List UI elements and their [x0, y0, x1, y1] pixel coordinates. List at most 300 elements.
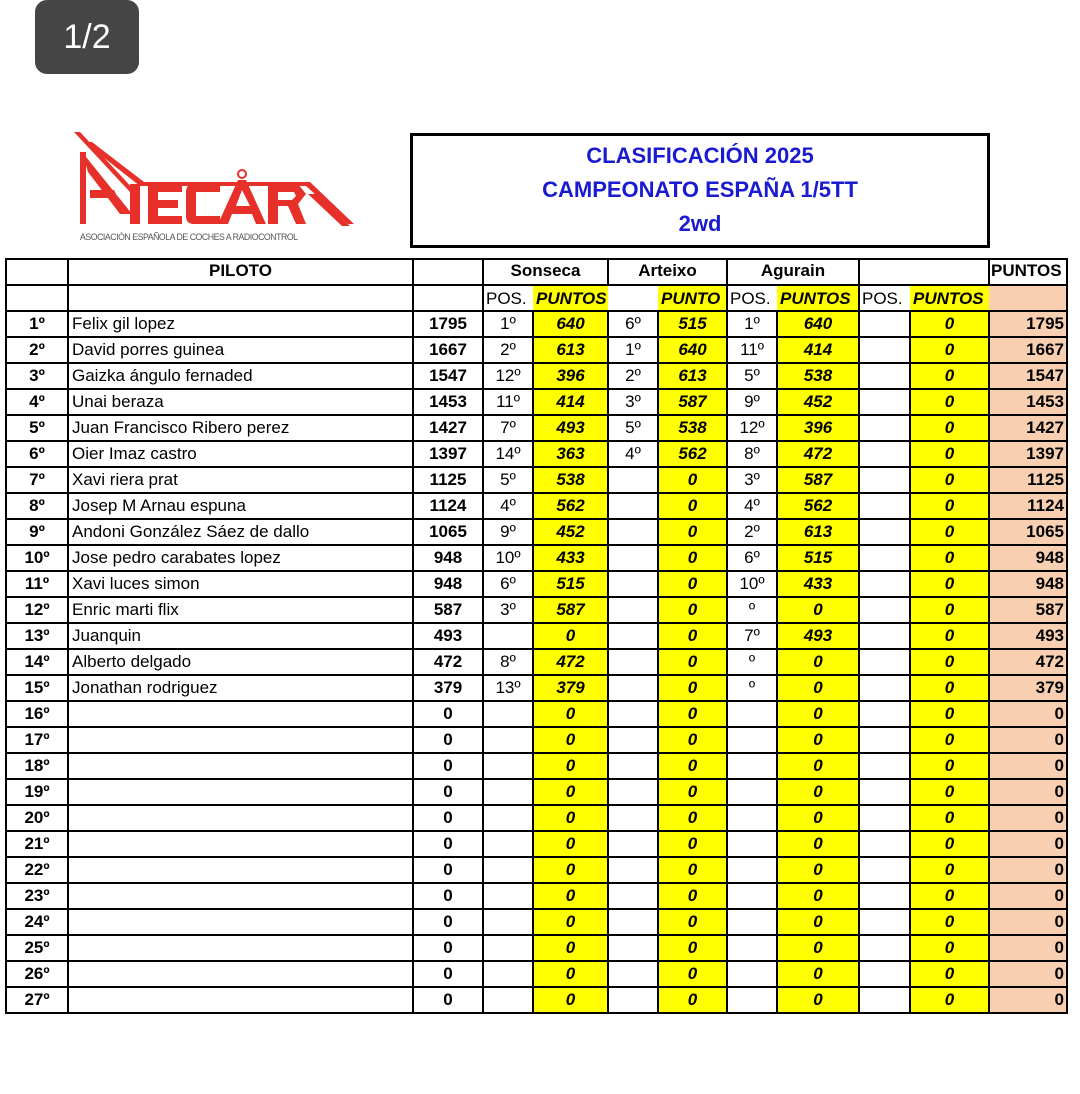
sonseca-pos: 10º: [483, 545, 533, 571]
arteixo-pos: [608, 909, 658, 935]
arteixo-pos: [608, 831, 658, 857]
race4-points: 0: [910, 363, 989, 389]
agurain-pos: [727, 805, 777, 831]
sonseca-pos: [483, 831, 533, 857]
header-rank: [6, 259, 68, 285]
rank-cell: 6º: [6, 441, 68, 467]
pilot-name: Jose pedro carabates lopez: [68, 545, 413, 571]
table-row: [6, 805, 1067, 831]
title-line-3: 2wd: [678, 211, 722, 236]
sonseca-points: 396: [533, 363, 608, 389]
pilot-name: Alberto delgado: [68, 649, 413, 675]
arteixo-pos: 3º: [608, 389, 658, 415]
sonseca-points: 363: [533, 441, 608, 467]
sonseca-points: 472: [533, 649, 608, 675]
arteixo-points: 0: [658, 701, 727, 727]
agurain-points: 0: [777, 675, 859, 701]
arteixo-points: 587: [658, 389, 727, 415]
final-points: 0: [989, 753, 1067, 779]
rank-cell: 10º: [6, 545, 68, 571]
agurain-pos: [727, 935, 777, 961]
race4-points: 0: [910, 337, 989, 363]
rank-cell: 20º: [6, 805, 68, 831]
total-points: 1453: [413, 389, 483, 415]
arteixo-pos: [608, 571, 658, 597]
rank-cell: 15º: [6, 675, 68, 701]
final-points: 0: [989, 909, 1067, 935]
header-final-puntos: PUNTOS: [989, 259, 1067, 285]
arteixo-points: 0: [658, 545, 727, 571]
arteixo-points: 0: [658, 883, 727, 909]
table-row: [6, 987, 1067, 1013]
agurain-pos: 10º: [727, 571, 777, 597]
sonseca-pos: 8º: [483, 649, 533, 675]
arteixo-pos: [608, 753, 658, 779]
subheader-puntos-3: PUNTOS: [777, 285, 859, 311]
final-points: 1427: [989, 415, 1067, 441]
table-row: [6, 571, 1067, 597]
agurain-points: 0: [777, 831, 859, 857]
race4-points: 0: [910, 493, 989, 519]
total-points: 0: [413, 831, 483, 857]
table-row: [6, 597, 1067, 623]
rank-cell: 3º: [6, 363, 68, 389]
race4-points: 0: [910, 675, 989, 701]
arteixo-pos: [608, 597, 658, 623]
rank-cell: 19º: [6, 779, 68, 805]
total-points: 948: [413, 545, 483, 571]
arteixo-pos: [608, 675, 658, 701]
aecar-logo: [70, 128, 362, 246]
total-points: 1065: [413, 519, 483, 545]
subheader-total: [413, 285, 483, 311]
agurain-points: 0: [777, 909, 859, 935]
table-row: [6, 779, 1067, 805]
agurain-points: 562: [777, 493, 859, 519]
rank-cell: 2º: [6, 337, 68, 363]
header-race-sonseca: Sonseca: [483, 259, 608, 285]
race4-points: 0: [910, 571, 989, 597]
final-points: 0: [989, 727, 1067, 753]
rank-cell: 13º: [6, 623, 68, 649]
sonseca-pos: [483, 727, 533, 753]
agurain-points: 0: [777, 649, 859, 675]
race4-pos: [859, 987, 910, 1013]
arteixo-pos: [608, 623, 658, 649]
total-points: 0: [413, 961, 483, 987]
sonseca-points: 379: [533, 675, 608, 701]
total-points: 0: [413, 883, 483, 909]
title-box: [410, 133, 990, 248]
agurain-pos: [727, 909, 777, 935]
arteixo-pos: [608, 987, 658, 1013]
race4-pos: [859, 649, 910, 675]
final-points: 0: [989, 779, 1067, 805]
agurain-pos: [727, 961, 777, 987]
sonseca-pos: 3º: [483, 597, 533, 623]
total-points: 472: [413, 649, 483, 675]
agurain-points: 0: [777, 597, 859, 623]
sonseca-points: 452: [533, 519, 608, 545]
agurain-pos: 5º: [727, 363, 777, 389]
title-line-1: CLASIFICACIÓN 2025: [586, 143, 814, 168]
arteixo-pos: [608, 649, 658, 675]
sonseca-points: 0: [533, 805, 608, 831]
race4-pos: [859, 519, 910, 545]
race4-pos: [859, 701, 910, 727]
total-points: 0: [413, 779, 483, 805]
aecar-logo-icon: [70, 128, 362, 232]
sonseca-points: 640: [533, 311, 608, 337]
total-points: 0: [413, 805, 483, 831]
race4-points: 0: [910, 779, 989, 805]
arteixo-pos: 4º: [608, 441, 658, 467]
arteixo-points: 0: [658, 857, 727, 883]
sonseca-pos: [483, 935, 533, 961]
sonseca-pos: 6º: [483, 571, 533, 597]
subheader-rank: [6, 285, 68, 311]
table-row: [6, 415, 1067, 441]
sonseca-pos: 12º: [483, 363, 533, 389]
sonseca-points: 0: [533, 883, 608, 909]
pilot-name: [68, 987, 413, 1013]
final-points: 0: [989, 857, 1067, 883]
race4-pos: [859, 493, 910, 519]
agurain-points: 0: [777, 753, 859, 779]
table-row: [6, 961, 1067, 987]
table-row: [6, 857, 1067, 883]
pilot-name: [68, 857, 413, 883]
logo-tagline: ASOCIACIÓN ESPAÑOLA DE COCHES A RADIOCONTROL: [80, 232, 298, 243]
agurain-pos: [727, 779, 777, 805]
race4-points: 0: [910, 961, 989, 987]
sonseca-pos: 9º: [483, 519, 533, 545]
table-row: [6, 727, 1067, 753]
arteixo-points: 0: [658, 675, 727, 701]
rank-cell: 18º: [6, 753, 68, 779]
race4-points: 0: [910, 467, 989, 493]
arteixo-points: 538: [658, 415, 727, 441]
agurain-pos: 12º: [727, 415, 777, 441]
race4-pos: [859, 415, 910, 441]
header-row: [6, 259, 1067, 285]
pilot-name: Josep M Arnau espuna: [68, 493, 413, 519]
race4-points: 0: [910, 415, 989, 441]
arteixo-pos: [608, 727, 658, 753]
agurain-pos: 2º: [727, 519, 777, 545]
pilot-name: [68, 961, 413, 987]
header-race-4: [859, 259, 989, 285]
table-row: [6, 675, 1067, 701]
rank-cell: 4º: [6, 389, 68, 415]
pilot-name: Gaizka ángulo fernaded: [68, 363, 413, 389]
sonseca-points: 0: [533, 909, 608, 935]
agurain-pos: 11º: [727, 337, 777, 363]
subheader-final: [989, 285, 1067, 311]
race4-pos: [859, 337, 910, 363]
sonseca-points: 538: [533, 467, 608, 493]
pilot-name: Andoni González Sáez de dallo: [68, 519, 413, 545]
rank-cell: 25º: [6, 935, 68, 961]
table-row: [6, 753, 1067, 779]
agurain-pos: [727, 857, 777, 883]
agurain-pos: [727, 883, 777, 909]
agurain-points: 538: [777, 363, 859, 389]
agurain-points: 0: [777, 857, 859, 883]
arteixo-pos: 5º: [608, 415, 658, 441]
sonseca-points: 0: [533, 961, 608, 987]
race4-pos: [859, 753, 910, 779]
sonseca-points: 493: [533, 415, 608, 441]
race4-points: 0: [910, 987, 989, 1013]
agurain-pos: [727, 701, 777, 727]
sonseca-points: 515: [533, 571, 608, 597]
race4-points: 0: [910, 805, 989, 831]
subheader-puntos-4: PUNTOS: [910, 285, 989, 311]
total-points: 1427: [413, 415, 483, 441]
race4-pos: [859, 311, 910, 337]
agurain-points: 472: [777, 441, 859, 467]
race4-pos: [859, 623, 910, 649]
header-piloto: PILOTO: [68, 259, 413, 285]
total-points: 948: [413, 571, 483, 597]
arteixo-points: 0: [658, 987, 727, 1013]
subheader-pos-1: POS.: [483, 285, 533, 311]
subheader-piloto: [68, 285, 413, 311]
total-points: 1124: [413, 493, 483, 519]
sonseca-points: 0: [533, 857, 608, 883]
pilot-name: Felix gil lopez: [68, 311, 413, 337]
arteixo-points: 0: [658, 597, 727, 623]
arteixo-pos: [608, 779, 658, 805]
agurain-points: 0: [777, 779, 859, 805]
arteixo-points: 0: [658, 623, 727, 649]
table-row: [6, 493, 1067, 519]
agurain-points: 0: [777, 701, 859, 727]
rank-cell: 22º: [6, 857, 68, 883]
pilot-name: [68, 935, 413, 961]
race4-pos: [859, 363, 910, 389]
arteixo-pos: [608, 467, 658, 493]
race4-points: 0: [910, 935, 989, 961]
agurain-points: 452: [777, 389, 859, 415]
subheader-pos-2: [608, 285, 658, 311]
sonseca-pos: [483, 909, 533, 935]
table-row: [6, 337, 1067, 363]
race4-points: 0: [910, 831, 989, 857]
race4-pos: [859, 909, 910, 935]
final-points: 1065: [989, 519, 1067, 545]
subheader-row: [6, 285, 1067, 311]
race4-points: 0: [910, 311, 989, 337]
rank-cell: 9º: [6, 519, 68, 545]
agurain-pos: º: [727, 675, 777, 701]
rank-cell: 24º: [6, 909, 68, 935]
race4-points: 0: [910, 753, 989, 779]
agurain-pos: º: [727, 597, 777, 623]
arteixo-pos: [608, 883, 658, 909]
table-row: [6, 389, 1067, 415]
final-points: 1397: [989, 441, 1067, 467]
arteixo-points: 0: [658, 753, 727, 779]
final-points: 1124: [989, 493, 1067, 519]
pilot-name: Xavi riera prat: [68, 467, 413, 493]
race4-pos: [859, 597, 910, 623]
arteixo-pos: [608, 519, 658, 545]
header-race-arteixo: Arteixo: [608, 259, 727, 285]
race4-points: 0: [910, 597, 989, 623]
pilot-name: [68, 727, 413, 753]
arteixo-points: 0: [658, 805, 727, 831]
sonseca-pos: 7º: [483, 415, 533, 441]
agurain-points: 640: [777, 311, 859, 337]
final-points: 948: [989, 571, 1067, 597]
total-points: 0: [413, 987, 483, 1013]
race4-points: 0: [910, 623, 989, 649]
sonseca-pos: [483, 883, 533, 909]
agurain-points: 0: [777, 961, 859, 987]
final-points: 0: [989, 883, 1067, 909]
pilot-name: Jonathan rodriguez: [68, 675, 413, 701]
race4-pos: [859, 727, 910, 753]
agurain-points: 515: [777, 545, 859, 571]
rank-cell: 16º: [6, 701, 68, 727]
final-points: 1453: [989, 389, 1067, 415]
rank-cell: 17º: [6, 727, 68, 753]
table-row: [6, 701, 1067, 727]
race4-points: 0: [910, 389, 989, 415]
sonseca-pos: 11º: [483, 389, 533, 415]
agurain-pos: 6º: [727, 545, 777, 571]
rank-cell: 1º: [6, 311, 68, 337]
sonseca-pos: 2º: [483, 337, 533, 363]
agurain-pos: [727, 753, 777, 779]
standings-table: [5, 258, 1068, 1014]
agurain-pos: [727, 831, 777, 857]
pilot-name: Unai beraza: [68, 389, 413, 415]
race4-points: 0: [910, 545, 989, 571]
pilot-name: Juan Francisco Ribero perez: [68, 415, 413, 441]
rank-cell: 27º: [6, 987, 68, 1013]
agurain-points: 587: [777, 467, 859, 493]
table-row: [6, 623, 1067, 649]
arteixo-points: 0: [658, 727, 727, 753]
arteixo-points: 0: [658, 935, 727, 961]
arteixo-pos: [608, 961, 658, 987]
race4-points: 0: [910, 701, 989, 727]
sonseca-pos: [483, 961, 533, 987]
agurain-pos: 3º: [727, 467, 777, 493]
final-points: 0: [989, 805, 1067, 831]
pilot-name: [68, 753, 413, 779]
header-total: [413, 259, 483, 285]
final-points: 0: [989, 701, 1067, 727]
total-points: 1547: [413, 363, 483, 389]
total-points: 493: [413, 623, 483, 649]
agurain-points: 493: [777, 623, 859, 649]
arteixo-pos: [608, 701, 658, 727]
race4-pos: [859, 545, 910, 571]
arteixo-points: 0: [658, 493, 727, 519]
total-points: 0: [413, 935, 483, 961]
arteixo-pos: 1º: [608, 337, 658, 363]
race4-pos: [859, 675, 910, 701]
rank-cell: 8º: [6, 493, 68, 519]
sonseca-points: 414: [533, 389, 608, 415]
final-points: 1795: [989, 311, 1067, 337]
race4-points: 0: [910, 857, 989, 883]
final-points: 587: [989, 597, 1067, 623]
header-race-agurain: Agurain: [727, 259, 859, 285]
sonseca-points: 613: [533, 337, 608, 363]
page-indicator: 1/2: [35, 0, 139, 74]
pilot-name: [68, 805, 413, 831]
subheader-puntos-2: PUNTO: [658, 285, 727, 311]
final-points: 379: [989, 675, 1067, 701]
table-row: [6, 831, 1067, 857]
race4-pos: [859, 805, 910, 831]
rank-cell: 26º: [6, 961, 68, 987]
pilot-name: Xavi luces simon: [68, 571, 413, 597]
table-row: [6, 935, 1067, 961]
rank-cell: 23º: [6, 883, 68, 909]
rank-cell: 7º: [6, 467, 68, 493]
final-points: 0: [989, 987, 1067, 1013]
sonseca-pos: [483, 987, 533, 1013]
arteixo-points: 0: [658, 571, 727, 597]
subheader-pos-3: POS.: [727, 285, 777, 311]
agurain-pos: º: [727, 649, 777, 675]
arteixo-points: 0: [658, 831, 727, 857]
pilot-name: [68, 779, 413, 805]
agurain-points: 0: [777, 727, 859, 753]
race4-pos: [859, 883, 910, 909]
race4-points: 0: [910, 883, 989, 909]
pilot-name: Enric marti flix: [68, 597, 413, 623]
arteixo-points: 0: [658, 961, 727, 987]
arteixo-points: 0: [658, 779, 727, 805]
sonseca-points: 0: [533, 779, 608, 805]
total-points: 0: [413, 753, 483, 779]
sonseca-pos: [483, 701, 533, 727]
final-points: 948: [989, 545, 1067, 571]
rank-cell: 12º: [6, 597, 68, 623]
sonseca-pos: [483, 753, 533, 779]
table-row: [6, 883, 1067, 909]
arteixo-pos: [608, 493, 658, 519]
race4-pos: [859, 441, 910, 467]
sonseca-pos: 13º: [483, 675, 533, 701]
sonseca-points: 587: [533, 597, 608, 623]
agurain-pos: 4º: [727, 493, 777, 519]
race4-pos: [859, 831, 910, 857]
sonseca-pos: [483, 779, 533, 805]
table-row: [6, 441, 1067, 467]
sonseca-pos: [483, 623, 533, 649]
table-row: [6, 363, 1067, 389]
table-row: [6, 909, 1067, 935]
agurain-points: 414: [777, 337, 859, 363]
race4-pos: [859, 961, 910, 987]
pilot-name: [68, 701, 413, 727]
arteixo-pos: [608, 805, 658, 831]
agurain-pos: 1º: [727, 311, 777, 337]
total-points: 0: [413, 701, 483, 727]
table-row: [6, 649, 1067, 675]
arteixo-pos: [608, 857, 658, 883]
arteixo-points: 0: [658, 649, 727, 675]
race4-points: 0: [910, 909, 989, 935]
